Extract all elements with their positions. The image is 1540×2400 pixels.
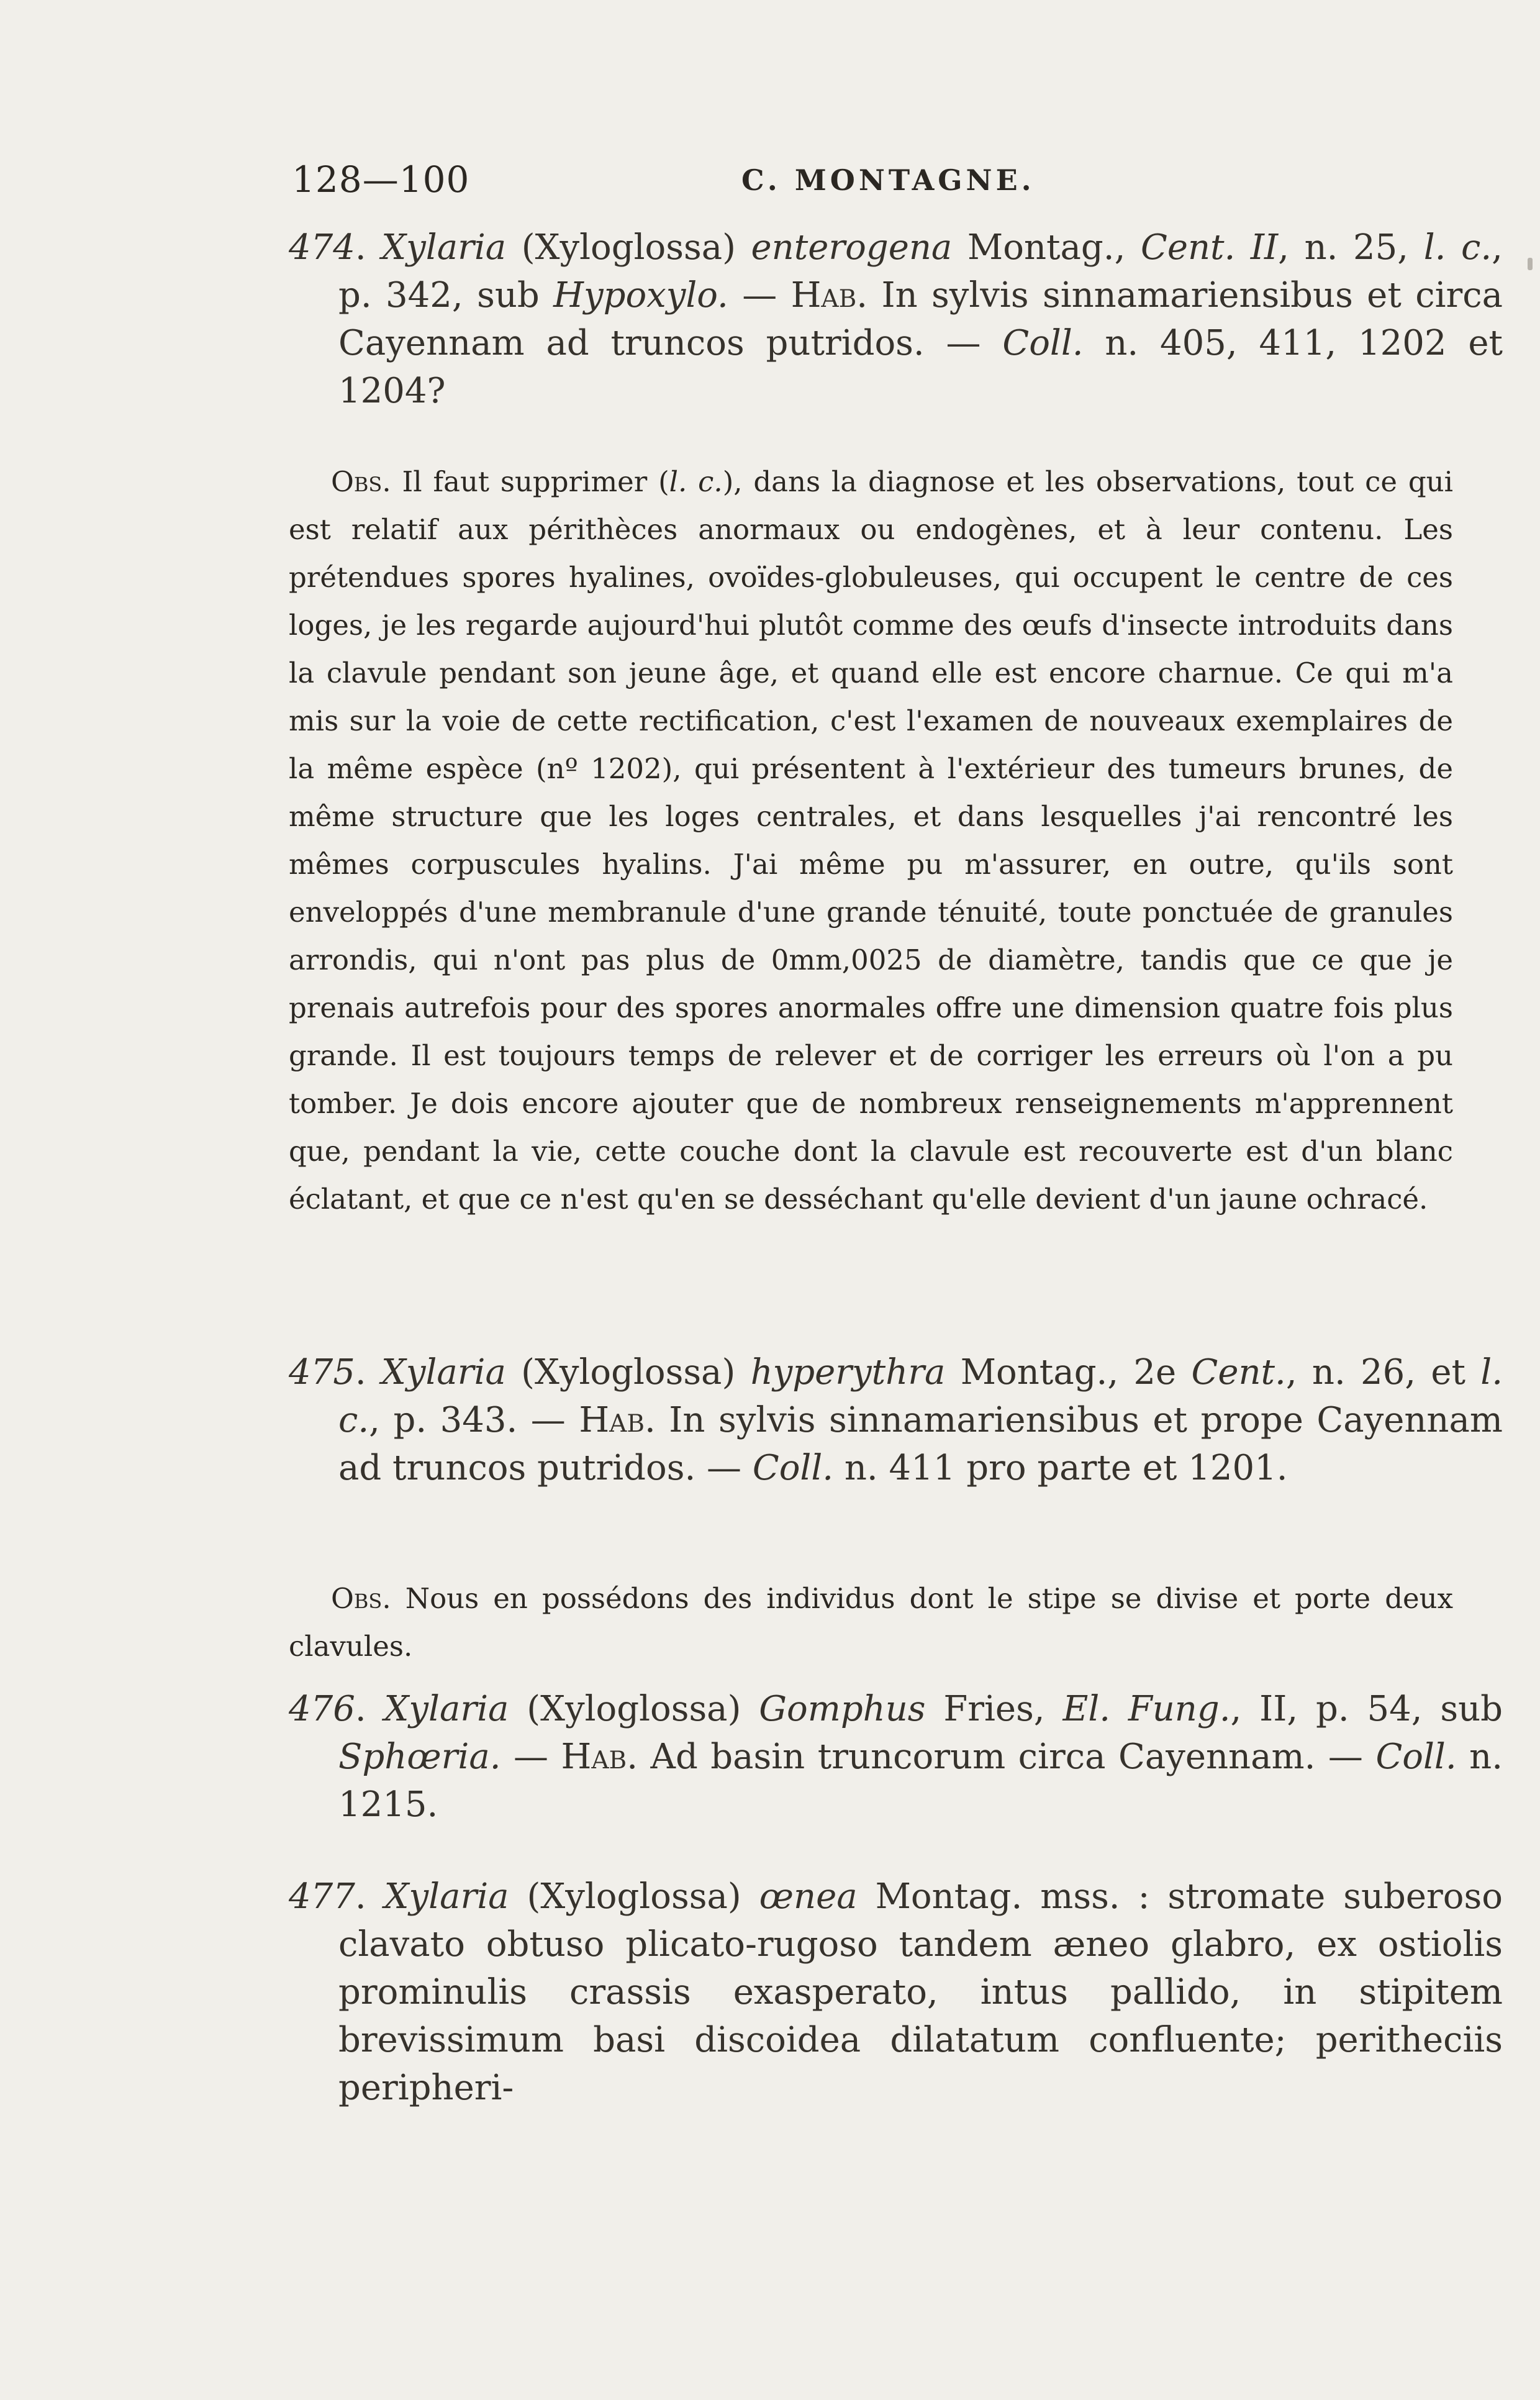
habitat-text: Ad basin truncorum circa Cayennam. — — [638, 1737, 1376, 1777]
margin-mark — [1528, 258, 1533, 270]
citation-text: , n. 25, — [1278, 227, 1424, 268]
entry-number: 475 — [289, 1352, 355, 1393]
collection-label: Coll. — [1375, 1737, 1457, 1777]
habitat-text: In sylvis sinnamariensibus et prope Cayennam ad truncos putridos. — — [338, 1400, 1503, 1488]
citation-text: Fries, — [943, 1689, 1063, 1729]
observation-label: Obs. — [331, 465, 391, 498]
habitat-label: Hab. — [579, 1400, 656, 1440]
citation-reference: Cent. II — [1140, 227, 1279, 268]
entry-number: 477 — [289, 1876, 355, 1917]
entry-number: 474 — [289, 227, 355, 268]
collection-text: n. 1215. — [338, 1737, 1503, 1825]
citation-text: — — [728, 275, 791, 316]
observation-475 — [289, 1575, 1453, 1670]
citation-reference: Sphœria. — [338, 1737, 501, 1777]
entry-474: 474. Xylaria (Xyloglossa) enterogena Montag., Cent. II, n. 25, l. c., p. 342, sub Hypoxylo. — Hab. In sylvis sinnamariensibus et circa Cayennam ad truncos putridos. — Coll. n. 405, 411, 1202 et 1204? — [289, 227, 1503, 411]
observation-label: Obs. — [331, 1582, 391, 1615]
species: œnea — [759, 1876, 858, 1917]
collection-label: Coll. — [1002, 323, 1084, 363]
entry-475: 475. Xylaria (Xyloglossa) hyperythra Montag., 2e Cent., n. 26, et l. c., p. 343. — Hab. In sylvis sinnamariensibus et prope Cayennam ad truncos putridos. — Coll. n. 411 pro parte et 1201. — [289, 1352, 1503, 1488]
collection-text: n. 405, 411, 1202 et 1204? — [338, 323, 1503, 411]
subgenus: (Xyloglossa) — [527, 1689, 741, 1729]
subgenus: (Xyloglossa) — [527, 1876, 741, 1917]
collection-text: n. 411 pro parte et 1201. — [833, 1448, 1288, 1488]
subgenus: (Xyloglossa) — [521, 227, 736, 268]
collection-label: Coll. — [752, 1448, 834, 1488]
observation-text: ), dans la diagnose et les observations, tout ce qui est relatif aux périthèces anormaux ou endogènes, et à leur contenu. Les prétendues spores hyalines, ovoïdes-globuleuses, qui occupent le centre de ces loges, je les regarde aujourd'hui plutôt comme des œufs d'insecte introduits dans la clavule pendant son jeune âge, et quand elle est encore charnue. Ce qui m'a mis sur la voie de cette rectification, c'est l'examen de nouveaux exemplaires de la même espèce (nº 1202), qui présentent à l'extérieur des tumeurs brunes, de même structure que les loges centrales, et dans lesquelles j'ai rencontré les mêmes corpuscules hyalins. J'ai même pu m'assurer, en outre, qu'ils sont enveloppés d'une membranule d'une grande ténuité, toute ponctuée de granules arrondis, qui n'ont pas plus de 0mm,0025 de diamètre, tandis que ce que je prenais autrefois pour des spores anormales offre une dimension quatre fois plus grande. Il est toujours temps de relever et de corriger les erreurs où l'on a pu tomber. Je dois encore ajouter que de nombreux renseignements m'apprennent que, pendant la vie, cette couche dont la clavule est recouverte est d'un blanc éclatant, et que ce n'est qu'en se desséchant qu'elle devient d'un jaune ochracé. — [289, 465, 1453, 1216]
genus: Xylaria — [381, 227, 507, 268]
species: Gomphus — [759, 1689, 926, 1729]
observation-text: Il faut supprimer ( — [391, 465, 669, 498]
observation-reference: l. c. — [669, 465, 723, 498]
citation-text: , p. 342, sub — [338, 227, 1503, 316]
observation-474 — [289, 458, 1453, 1223]
habitat-label: Hab. — [561, 1737, 638, 1777]
habitat-text: In sylvis sinnamariensibus et circa Cayennam ad truncos putridos. — — [338, 275, 1503, 363]
species: enterogena — [751, 227, 953, 268]
species: hyperythra — [750, 1352, 946, 1393]
entry-477: 477. Xylaria (Xyloglossa) œnea Montag. mss. : stromate suberoso clavato obtuso plicato-rugoso tandem æneo glabro, ex ostiolis prominulis crassis exasperato, intus pallido, in stipitem brevissimum basi discoidea dilatatum confluente; peritheciis peripheri- — [289, 1876, 1503, 2108]
description-text: Montag. mss. : stromate suberoso clavato obtuso plicato-rugoso tandem æneo glabro, ex ostiolis prominulis crassis exasperato, intus pallido, in stipitem brevissimum basi discoidea dilatatum confluente; peritheciis peripheri- — [338, 1876, 1503, 2108]
genus: Xylaria — [381, 1352, 506, 1393]
citation-text: Montag., — [967, 227, 1141, 268]
citation-reference: Hypoxylo. — [553, 275, 728, 316]
citation-text: , p. 343. — — [369, 1400, 579, 1440]
entry-476: 476. Xylaria (Xyloglossa) Gomphus Fries, El. Fung., II, p. 54, sub Sphœria. — Hab. Ad basin truncorum circa Cayennam. — Coll. n. 1215. — [289, 1689, 1503, 1825]
citation-reference: l. c. — [338, 1352, 1503, 1440]
genus: Xylaria — [384, 1689, 509, 1729]
running-title: C. MONTAGNE. — [741, 163, 1035, 197]
page-number: 128—100 — [292, 158, 470, 201]
citation-reference: Cent. — [1191, 1352, 1286, 1393]
observation-text: Nous en possédons des individus dont le stipe se divise et porte deux clavules. — [289, 1582, 1453, 1663]
citation-text: , II, p. 54, sub — [1230, 1689, 1503, 1729]
habitat-label: Hab. — [790, 275, 868, 316]
citation-text: — — [500, 1737, 561, 1777]
citation-reference: El. Fung. — [1062, 1689, 1231, 1729]
page-header — [292, 158, 1174, 208]
subgenus: (Xyloglossa) — [521, 1352, 736, 1393]
citation-text: , n. 26, et — [1285, 1352, 1481, 1393]
entry-number: 476 — [289, 1689, 355, 1729]
citation-reference: l. c. — [1423, 227, 1492, 268]
genus: Xylaria — [384, 1876, 509, 1917]
citation-text: Montag., 2e — [960, 1352, 1192, 1393]
